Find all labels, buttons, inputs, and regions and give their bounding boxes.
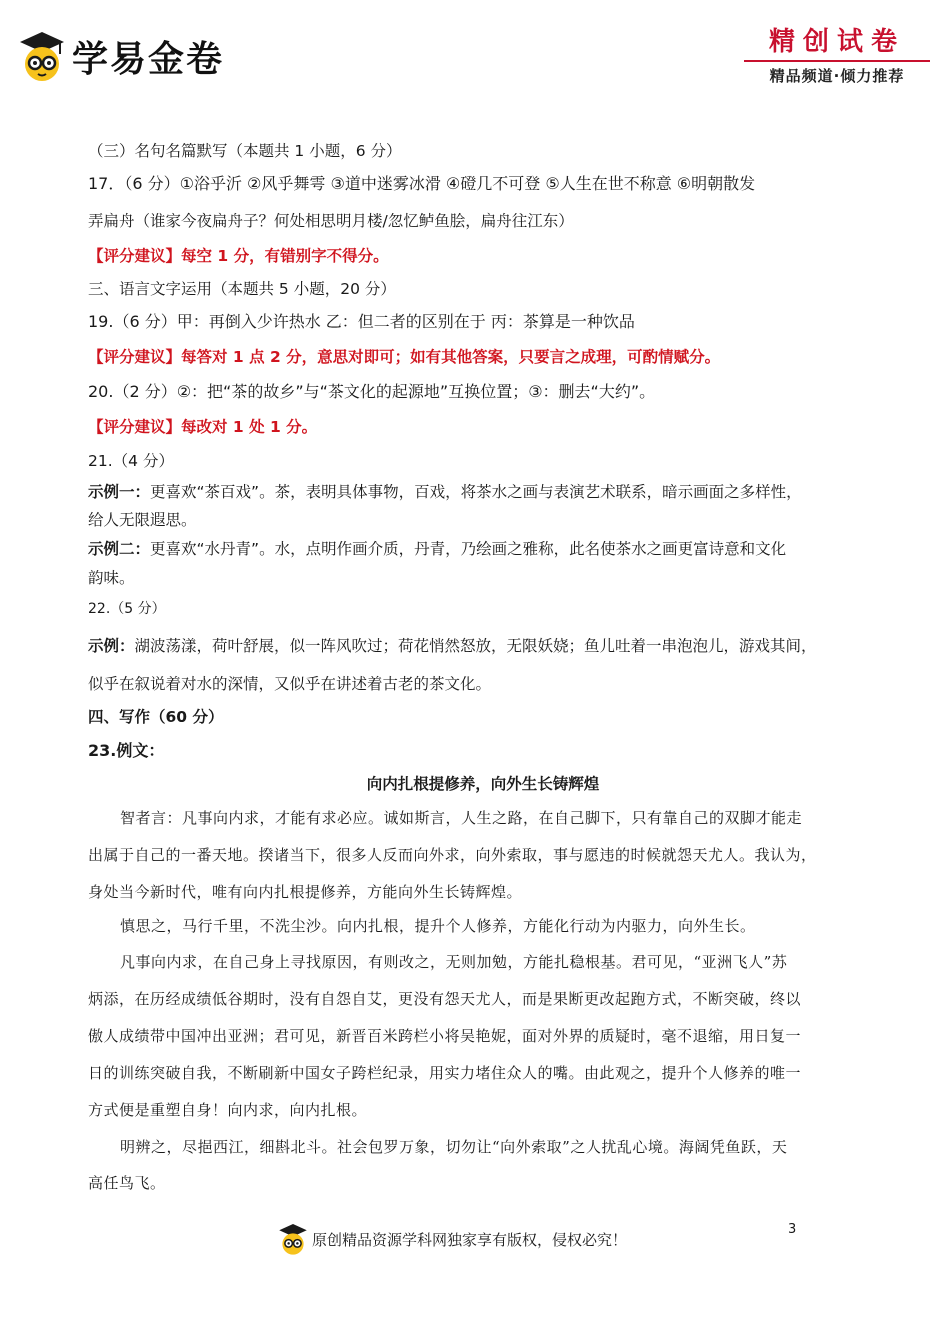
essay-line: 方式便是重塑自身！向内求，向内扎根。 <box>88 1101 368 1119</box>
essay-line: 凡事向内求，在自己身上寻找原因，有则改之，无则加勉，方能扎稳根基。君可见，“亚洲飞人”苏 <box>120 953 788 971</box>
owl-mascot-icon <box>278 1222 308 1256</box>
example1-label: 示例一： <box>88 483 151 501</box>
q22-answer-line1: 示例：湖波荡漾，荷叶舒展，似一阵风吹过；荷花悄然怒放，无限妖娆；鱼儿吐着一串泡泡儿，游戏其间， <box>88 637 817 655</box>
copyright-text: 原创精品资源学科网独家享有版权，侵权必究！ <box>312 1230 628 1249</box>
essay-line: 日的训练突破自我，不断刷新中国女子跨栏纪录，用实力堵住众人的嘴。由此观之，提升个人修养的唯一 <box>88 1064 802 1082</box>
essay-line: 身处当今新时代，唯有向内扎根提修养，方能向外生长铸辉煌。 <box>88 883 523 901</box>
page-number: 3 <box>788 1222 797 1237</box>
logo-text: 学易金卷 <box>72 38 225 80</box>
example-label: 示例： <box>88 637 135 655</box>
q21-example2-line2: 韵味。 <box>88 569 135 587</box>
essay-line: 智者言：凡事向内求，才能有求必应。诚如斯言，人生之路，在自己脚下，只有靠自己的双脚才能走 <box>120 809 803 827</box>
q21-example1-line2: 给人无限遐思。 <box>88 511 197 529</box>
q20-answer: 20.（2 分）②：把“茶的故乡”与“茶文化的起源地”互换位置；③：删去“大约”。 <box>88 382 656 401</box>
q21-example1-line1: 示例一：更喜欢“茶百戏”。茶，表明具体事物，百戏，将茶水之画与表演艺术联系，暗示画面之多样性， <box>88 483 802 501</box>
q22-heading: 22.（5 分） <box>88 601 166 617</box>
essay-line: 高任鸟飞。 <box>88 1174 166 1192</box>
essay-line: 傲人成绩带中国冲出亚洲；君可见，新晋百米跨栏小将吴艳妮，面对外界的质疑时，毫不退缩，用日复一 <box>88 1027 802 1045</box>
brand-title: 精创试卷 <box>768 27 905 57</box>
copyright-footer <box>278 1222 627 1256</box>
essay-line: 慎思之，马行千里，不洗尘沙。向内扎根，提升个人修养，方能化行动为内驱力，向外生长。 <box>120 917 756 935</box>
essay-line: 出属于自己的一番天地。揆诸当下，很多人反而向外求，向外索取，事与愿违的时候就怨天尤人。我认为， <box>88 846 817 864</box>
q17-scoring-note: 【评分建议】每空 1 分，有错别字不得分。 <box>88 247 389 265</box>
brand-banner <box>744 26 930 86</box>
q17-answer-line1: 17．（6 分）①浴乎沂 ②风乎舞雩 ③道中迷雾冰滑 ④磴几不可登 ⑤人生在世不称意 ⑥明朝散发 <box>88 174 756 193</box>
section-heading-writing: 四、写作（60 分） <box>88 708 224 726</box>
q23-heading: 23.例文： <box>88 741 165 760</box>
essay-line: 炳添，在历经成绩低谷期时，没有自怨自艾，更没有怨天尤人，而是果断更改起跑方式，不断突破，终以 <box>88 990 802 1008</box>
section-heading-3: （三）名句名篇默写（本题共 1 小题，6 分） <box>88 142 402 160</box>
essay-line: 明辨之，尽挹西江，细斟北斗。社会包罗万象，切勿让“向外索取”之人扰乱心境。海阔凭鱼跃，天 <box>120 1138 788 1156</box>
brand-divider <box>744 60 930 62</box>
section-heading-language: 三、语言文字运用（本题共 5 小题，20 分） <box>88 280 396 298</box>
q20-scoring-note: 【评分建议】每改对 1 处 1 分。 <box>88 418 318 436</box>
site-logo <box>18 26 224 86</box>
q17-answer-line2: 弄扁舟（谁家今夜扁舟子？何处相思明月楼/忽忆鲈鱼脍，扁舟往江东） <box>88 212 574 230</box>
brand-subtitle: 精品频道·倾力推荐 <box>769 67 905 85</box>
essay-title: 向内扎根提修养，向外生长铸辉煌 <box>366 775 600 793</box>
q22-answer-line2: 似乎在叙说着对水的深情，又似乎在讲述着古老的茶文化。 <box>88 675 492 693</box>
q19-answer: 19.（6 分）甲：再倒入少许热水 乙：但二者的区别在于 丙：茶算是一种饮品 <box>88 312 635 331</box>
owl-mascot-icon <box>18 30 66 82</box>
q19-scoring-note: 【评分建议】每答对 1 点 2 分，意思对即可；如有其他答案，只要言之成理，可酌情赋分。 <box>88 348 721 366</box>
q21-example2-line1: 示例二：更喜欢“水丹青”。水，点明作画介质，丹青，乃绘画之雅称，此名使茶水之画更富诗意和文化 <box>88 540 787 558</box>
q21-heading: 21.（4 分） <box>88 452 174 470</box>
example2-label: 示例二： <box>88 540 151 558</box>
